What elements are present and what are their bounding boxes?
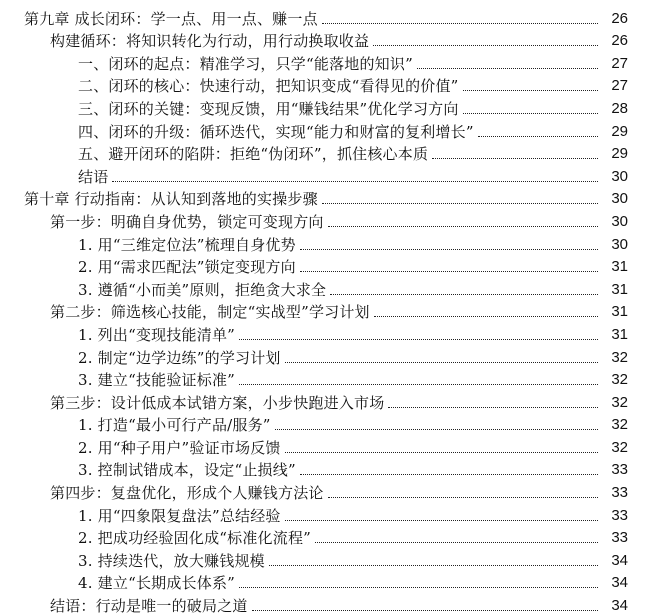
toc-entry-title: 结语：行动是唯一的破局之道 (50, 597, 248, 615)
toc-entry-title: 3. 遵循“小而美”原则，拒绝贪大求全 (78, 280, 327, 299)
toc-entry[interactable] (0, 321, 658, 344)
toc-entry[interactable] (0, 254, 658, 277)
toc-entry-title: 一、闭环的起点：精准学习，只学“能落地的知识” (78, 54, 413, 73)
toc-entry-title: 3. 建立“技能验证标准” (78, 371, 236, 390)
toc-dot-leader (417, 68, 598, 69)
toc-entry-title: 1. 用“三维定位法”梳理自身优势 (78, 235, 296, 254)
toc-entry-title: 1. 打造“最小可行产品/服务” (78, 416, 271, 435)
toc-page-number: 26 (611, 9, 628, 27)
toc-entry-title: 4. 建立“长期成长体系” (78, 574, 236, 593)
toc-entry-title: 2. 用“需求匹配法”锁定变现方向 (78, 258, 296, 277)
toc-page-number: 30 (611, 190, 628, 208)
toc-page-number: 29 (611, 145, 628, 163)
toc-entry-title: 第三步：设计低成本试错方案，小步快跑进入市场 (50, 393, 385, 412)
toc-entry[interactable] (0, 367, 658, 390)
toc-page-number: 32 (611, 348, 628, 366)
toc-page-number: 33 (611, 484, 628, 502)
toc-dot-leader (330, 294, 598, 295)
toc-entry[interactable] (0, 570, 658, 593)
toc-page-number: 28 (611, 99, 628, 117)
toc-dot-leader (252, 610, 598, 611)
toc-entry[interactable] (0, 547, 658, 570)
toc-page-number: 32 (611, 438, 628, 456)
toc-entry[interactable] (0, 276, 658, 299)
toc-entry[interactable] (0, 118, 658, 141)
toc-entry-title: 五、避开闭环的陷阱：拒绝“伪闭环”，抓住核心本质 (78, 145, 429, 164)
toc-dot-leader (239, 587, 598, 588)
toc-dot-leader (328, 226, 598, 227)
toc-page-number: 33 (611, 529, 628, 547)
toc-dot-leader (432, 158, 598, 159)
toc-page-number: 32 (611, 416, 628, 434)
toc-page-number: 30 (611, 212, 628, 230)
toc-page-number: 29 (611, 122, 628, 140)
toc-entry[interactable] (0, 592, 658, 615)
toc-entry[interactable] (0, 28, 658, 51)
toc-entry-title: 四、闭环的升级：循环迭代，实现“能力和财富的复利增长” (78, 122, 474, 141)
toc-dot-leader (300, 474, 598, 475)
toc-entry[interactable] (0, 186, 658, 209)
toc-page-number: 30 (611, 167, 628, 185)
toc-entry-title: 结语 (78, 167, 109, 186)
toc-entry-title: 三、闭环的关键：变现反馈，用“赚钱结果”优化学习方向 (78, 99, 459, 118)
toc-page-number: 31 (611, 325, 628, 343)
toc-entry-title: 3. 控制试错成本，设定“止损线” (78, 461, 296, 480)
toc-entry[interactable] (0, 73, 658, 96)
toc-entry[interactable] (0, 434, 658, 457)
toc-entry[interactable] (0, 95, 658, 118)
toc-dot-leader (275, 429, 598, 430)
toc-entry[interactable] (0, 502, 658, 525)
toc-page-number: 32 (611, 393, 628, 411)
toc-dot-leader (322, 23, 598, 24)
toc-entry[interactable] (0, 412, 658, 435)
toc-dot-leader (388, 407, 598, 408)
toc-dot-leader (315, 542, 598, 543)
toc-dot-leader (112, 181, 598, 182)
toc-page-number: 31 (611, 280, 628, 298)
toc-entry-title: 2. 把成功经验固化成“标准化流程” (78, 529, 312, 548)
toc-entry[interactable] (0, 163, 658, 186)
toc-page-number: 32 (611, 371, 628, 389)
toc-dot-leader (478, 136, 598, 137)
table-of-contents (0, 5, 658, 615)
toc-entry[interactable] (0, 299, 658, 322)
toc-dot-leader (373, 45, 598, 46)
toc-entry-title: 2. 用“种子用户”验证市场反馈 (78, 438, 281, 457)
toc-entry[interactable] (0, 389, 658, 412)
toc-entry[interactable] (0, 141, 658, 164)
toc-entry-title: 3. 持续迭代，放大赚钱规模 (78, 551, 265, 570)
toc-dot-leader (374, 316, 598, 317)
toc-dot-leader (239, 384, 598, 385)
toc-entry-title: 第一步：明确自身优势，锁定可变现方向 (50, 212, 324, 231)
toc-page-number: 27 (611, 77, 628, 95)
toc-entry-title: 构建循环：将知识转化为行动，用行动换取收益 (50, 32, 370, 51)
toc-entry[interactable] (0, 5, 658, 28)
toc-entry-title: 第九章 成长闭环：学一点、用一点、赚一点 (24, 9, 318, 28)
toc-entry-title: 2. 制定“边学边练”的学习计划 (78, 348, 281, 367)
toc-dot-leader (285, 362, 598, 363)
toc-page-number: 27 (611, 54, 628, 72)
toc-dot-leader (463, 113, 598, 114)
toc-entry-title: 1. 用“四象限复盘法”总结经验 (78, 506, 281, 525)
toc-entry-title: 1. 列出“变现技能清单” (78, 325, 236, 344)
toc-entry-title: 第四步：复盘优化，形成个人赚钱方法论 (50, 484, 324, 503)
toc-dot-leader (269, 565, 598, 566)
toc-page-number: 33 (611, 461, 628, 479)
toc-page-number: 31 (611, 303, 628, 321)
toc-entry-title: 第二步：筛选核心技能，制定“实战型”学习计划 (50, 303, 370, 322)
toc-entry[interactable] (0, 208, 658, 231)
toc-entry-title: 二、闭环的核心：快速行动，把知识变成“看得见的价值” (78, 77, 459, 96)
toc-dot-leader (300, 271, 598, 272)
toc-page-number: 30 (611, 235, 628, 253)
toc-entry-title: 第十章 行动指南：从认知到落地的实操步骤 (24, 190, 318, 209)
toc-dot-leader (328, 497, 598, 498)
toc-dot-leader (239, 339, 598, 340)
toc-page-number: 34 (611, 574, 628, 592)
toc-page-number: 34 (611, 551, 628, 569)
toc-entry[interactable] (0, 231, 658, 254)
toc-dot-leader (463, 90, 598, 91)
toc-entry[interactable] (0, 50, 658, 73)
toc-entry[interactable] (0, 525, 658, 548)
toc-page-number: 26 (611, 32, 628, 50)
toc-dot-leader (285, 452, 598, 453)
toc-dot-leader (322, 203, 598, 204)
toc-page-number: 34 (611, 597, 628, 615)
toc-entry[interactable] (0, 479, 658, 502)
toc-page-number: 31 (611, 258, 628, 276)
toc-entry[interactable] (0, 457, 658, 480)
toc-entry[interactable] (0, 344, 658, 367)
toc-page-number: 33 (611, 506, 628, 524)
toc-dot-leader (285, 520, 598, 521)
toc-dot-leader (300, 249, 598, 250)
